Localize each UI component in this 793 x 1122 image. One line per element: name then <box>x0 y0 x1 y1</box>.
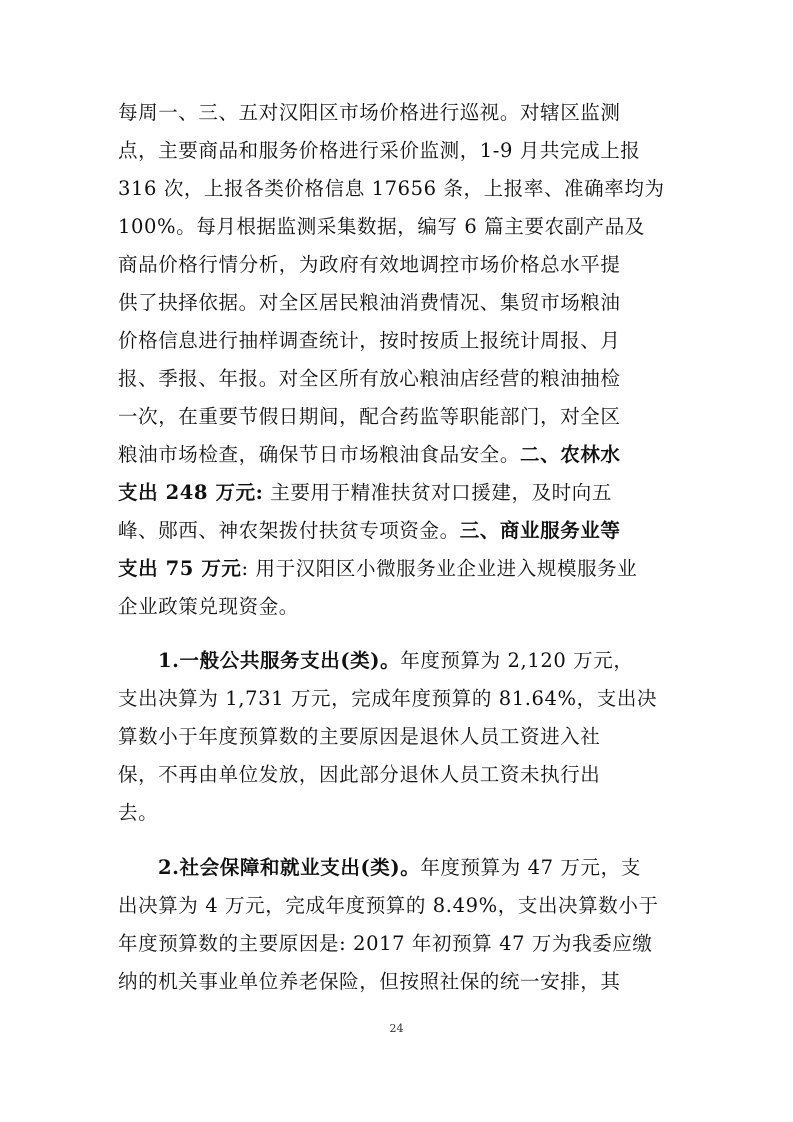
paragraph-1-line-8: 报、季报、年报。对全区所有放心粮油店经营的粮油抽检 <box>118 367 621 390</box>
paragraph-3-line-1 <box>158 856 641 880</box>
paragraph-3-line-2: 出决算为 4 万元，完成年度预算的 8.49%，支出决算数小于 <box>118 894 659 917</box>
general-public-service-heading: 1.一般公共服务支出(类)。 <box>158 649 401 672</box>
paragraph-2-line-3: 算数小于年度预算数的主要原因是退休人员工资进入社 <box>118 725 601 748</box>
paragraph-3-line-1-text: 年度预算为 47 万元，支 <box>420 856 641 879</box>
paragraph-1-line-10-text: 粮油市场检查，确保节日市场粮油食品安全。 <box>118 443 521 466</box>
commerce-expense-amount: 支出 75 万元 <box>118 557 242 580</box>
paragraph-2-line-5: 去。 <box>118 801 159 824</box>
section-heading-agriculture: 二、农林水 <box>520 443 621 466</box>
paragraph-1-line-11 <box>118 481 612 505</box>
section-heading-commerce: 三、商业服务业等 <box>459 519 621 542</box>
paragraph-1-line-12 <box>118 519 621 543</box>
paragraph-1-line-7: 价格信息进行抽样调查统计，按时按质上报统计周报、月 <box>118 329 621 352</box>
paragraph-2-line-2: 支出决算为 1,731 万元，完成年度预算的 81.64%，支出决 <box>118 687 658 710</box>
paragraph-1-line-13-text: : 用于汉阳区小微服务业企业进入规模服务业 <box>241 557 638 580</box>
paragraph-3-line-4: 纳的机关事业单位养老保险，但按照社保的统一安排，其 <box>118 970 621 993</box>
paragraph-1-line-2: 点，主要商品和服务价格进行采价监测，1-9 月共完成上报 <box>118 139 641 162</box>
page-number: 24 <box>389 1022 404 1035</box>
paragraph-1-line-11-text: 主要用于精准扶贫对口援建，及时向五 <box>263 481 612 504</box>
paragraph-1-line-1: 每周一、三、五对汉阳区市场价格进行巡视。对辖区监测 <box>118 101 621 124</box>
paragraph-1-line-5: 商品价格行情分析，为政府有效地调控市场价格总水平提 <box>118 253 621 276</box>
paragraph-1-line-14: 企业政策兑现资金。 <box>118 595 299 618</box>
paragraph-1-line-13 <box>118 557 637 581</box>
paragraph-1-line-12-text: 峰、郧西、神农架拨付扶贫专项资金。 <box>118 519 460 542</box>
agriculture-expense-amount: 支出 248 万元: <box>118 481 264 504</box>
paragraph-2-line-4: 保，不再由单位发放，因此部分退休人员工资未执行出 <box>118 763 601 786</box>
paragraph-1-line-6: 供了抉择依据。对全区居民粮油消费情况、集贸市场粮油 <box>118 291 621 314</box>
paragraph-3-line-3: 年度预算数的主要原因是: 2017 年初预算 47 万为我委应缴 <box>118 932 653 955</box>
paragraph-1-line-10 <box>118 443 621 467</box>
paragraph-1-line-4: 100%。每月根据监测采集数据，编写 6 篇主要农副产品及 <box>118 215 645 238</box>
paragraph-1-line-3: 316 次，上报各类价格信息 17656 条，上报率、准确率均为 <box>118 177 665 200</box>
paragraph-2-line-1 <box>158 649 633 673</box>
paragraph-2-line-1-text: 年度预算为 2,120 万元， <box>400 649 634 672</box>
social-security-heading: 2.社会保障和就业支出(类)。 <box>158 856 421 879</box>
paragraph-1-line-9: 一次，在重要节假日期间，配合药监等职能部门，对全区 <box>118 405 621 428</box>
